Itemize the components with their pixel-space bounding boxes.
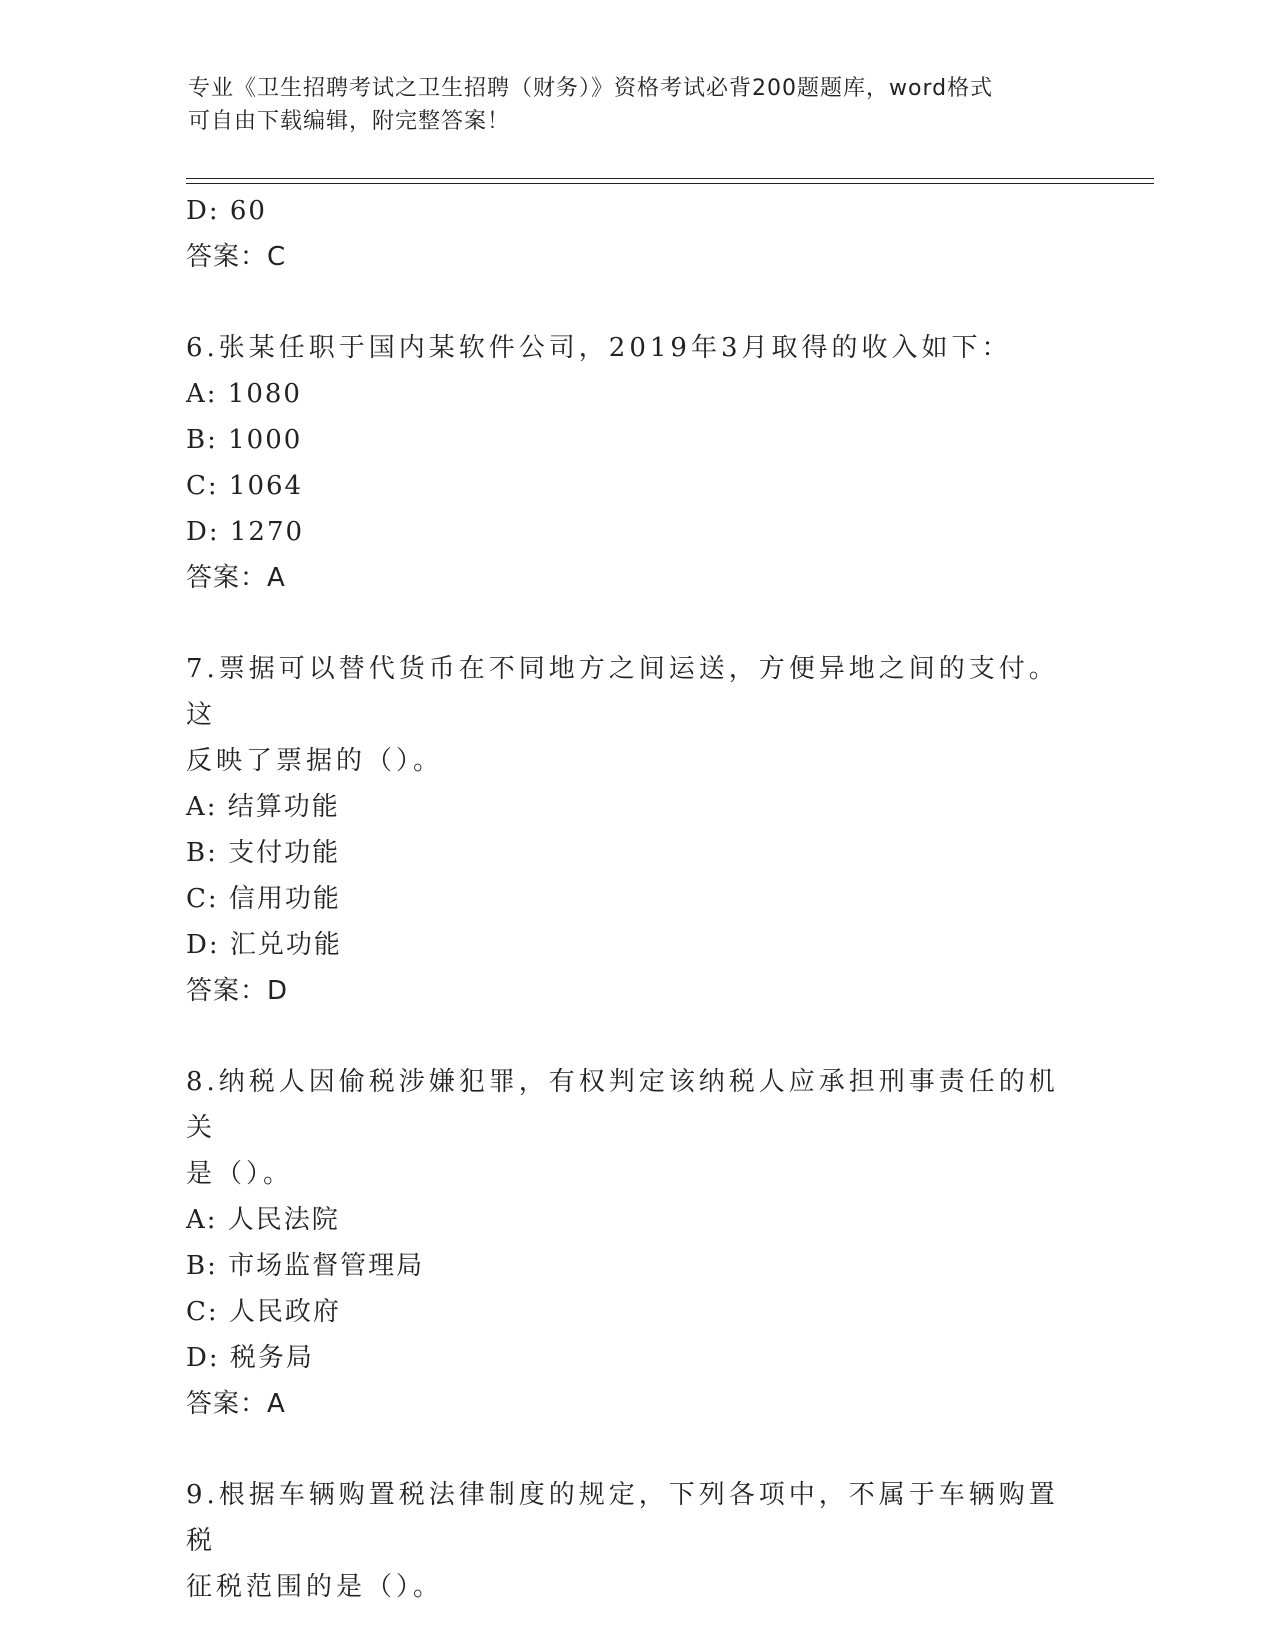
answer-line: 答案：C bbox=[186, 242, 287, 272]
question-5-tail bbox=[186, 188, 1086, 280]
option-d: D: 税务局 bbox=[186, 1343, 314, 1373]
header-divider-top bbox=[186, 178, 1154, 179]
option-d: D: 1270 bbox=[186, 517, 305, 547]
question-stem-continued: 征税范围的是（）。 bbox=[186, 1572, 444, 1602]
question-stem: 6.张某任职于国内某软件公司，2019年3月取得的收入如下： bbox=[186, 333, 1012, 363]
option-b: B: 支付功能 bbox=[186, 838, 341, 868]
question-stem-continued: 是（）。 bbox=[186, 1159, 294, 1189]
question-stem: 8.纳税人因偷税涉嫌犯罪，有权判定该纳税人应承担刑事责任的机关 bbox=[186, 1067, 1059, 1143]
option-b: B: 1000 bbox=[186, 425, 303, 455]
question-stem: 7.票据可以替代货币在不同地方之间运送，方便异地之间的支付。这 bbox=[186, 654, 1059, 730]
header-title-line-2: 可自由下载编辑，附完整答案！ bbox=[188, 109, 511, 134]
answer-line: 答案：A bbox=[186, 563, 286, 593]
header-title-line-1: 专业《卫生招聘考试之卫生招聘（财务）》资格考试必背200题题库，word格式 bbox=[188, 76, 994, 101]
question-8 bbox=[186, 1059, 1086, 1427]
question-list bbox=[186, 188, 1086, 1610]
answer-line: 答案：A bbox=[186, 1389, 286, 1419]
option-c: C: 信用功能 bbox=[186, 884, 341, 914]
option-a: A: 结算功能 bbox=[186, 792, 340, 822]
question-stem-continued: 反映了票据的（）。 bbox=[186, 746, 444, 776]
question-7 bbox=[186, 646, 1086, 1014]
option-b: B: 市场监督管理局 bbox=[186, 1251, 425, 1281]
document-header bbox=[188, 72, 1068, 138]
question-stem: 9.根据车辆购置税法律制度的规定，下列各项中，不属于车辆购置税 bbox=[186, 1480, 1059, 1556]
spacer bbox=[186, 1014, 1086, 1059]
question-9 bbox=[186, 1472, 1086, 1610]
option-d: D: 60 bbox=[186, 196, 267, 226]
answer-line: 答案：D bbox=[186, 976, 289, 1006]
option-a: A: 人民法院 bbox=[186, 1205, 340, 1235]
spacer bbox=[186, 1427, 1086, 1472]
question-6 bbox=[186, 325, 1086, 601]
spacer bbox=[186, 280, 1086, 325]
header-divider-bottom bbox=[186, 183, 1154, 184]
option-d: D: 汇兑功能 bbox=[186, 930, 342, 960]
spacer bbox=[186, 601, 1086, 646]
option-c: C: 人民政府 bbox=[186, 1297, 341, 1327]
option-a: A: 1080 bbox=[186, 379, 302, 409]
option-c: C: 1064 bbox=[186, 471, 304, 501]
